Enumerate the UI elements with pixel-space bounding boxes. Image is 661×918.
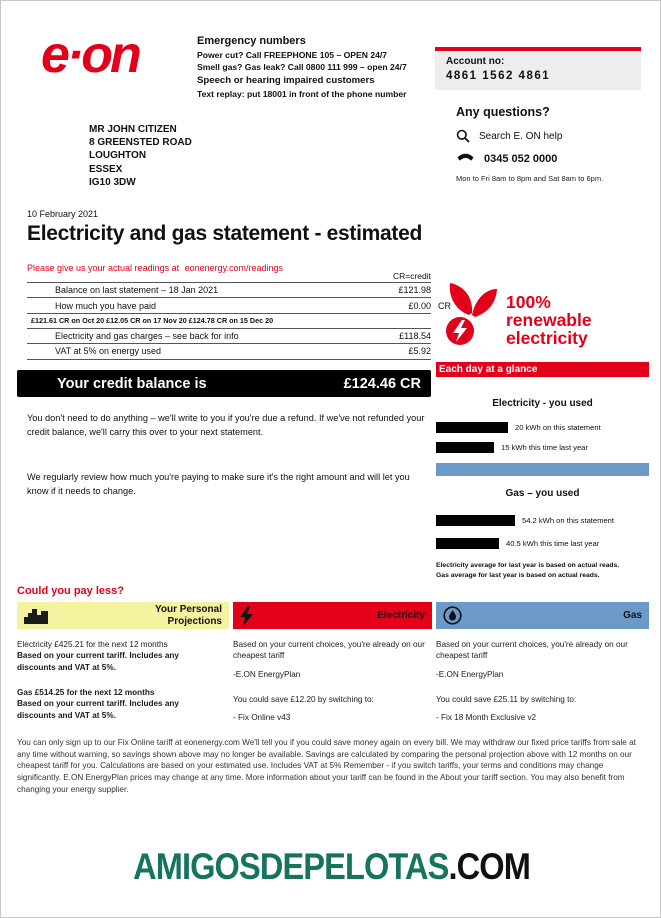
emergency-title: Emergency numbers [197, 35, 306, 47]
table-row-vat [27, 343, 431, 358]
gas-statement-bar [436, 515, 515, 526]
phone-row [456, 151, 648, 166]
renewable-word1: renewable [506, 310, 592, 331]
electricity-projection-detail: Based on your current tariff. Includes any discounts and VAT at 5%. [17, 651, 179, 672]
electricity-statement-bar [436, 422, 508, 433]
recipient-town: LOUGHTON [89, 150, 147, 162]
renewable-word2: electricity [506, 328, 588, 349]
any-questions-block [456, 105, 648, 183]
glance-note [436, 561, 649, 580]
projections-header-line2: Projections [167, 615, 222, 627]
electricity-statement-label: 20 kWh on this statement [515, 423, 601, 432]
statement-date: 10 February 2021 [27, 209, 99, 219]
row-value: £0.00 [408, 300, 431, 311]
recipient-street: 8 GREENSTED ROAD [89, 137, 192, 149]
row-label: Electricity and gas charges – see back for info [55, 330, 239, 341]
account-label: Account no: [446, 56, 505, 67]
electricity-tariff-body [233, 639, 425, 731]
electricity-statement-bar-row [436, 422, 601, 433]
gas-projection-detail: Based on your current tariff. Includes any discounts and VAT at 5%. [17, 699, 179, 720]
credit-balance-value: £124.46 CR [343, 375, 421, 392]
gas-used-title: Gas – you used [505, 488, 580, 499]
renewable-badge [438, 279, 649, 349]
search-help-row[interactable] [456, 129, 648, 143]
refund-paragraph: You don't need to do anything – we'll write to you if you're due a refund. If we've not refunded your credit balance, we'll carry this over to your next statement. [27, 413, 425, 437]
electricity-projection-title: Electricity £425.21 for the next 12 months [17, 640, 168, 649]
phone-icon [456, 151, 475, 166]
projections-header [17, 602, 229, 629]
gas-projection [17, 687, 215, 721]
row-value: £5.92 [408, 346, 431, 357]
electricity-lastyear-bar-row [436, 442, 588, 453]
lightning-icon [240, 606, 254, 626]
row-value: £121.98 [398, 285, 431, 296]
page-title: Electricity and gas statement - estimated [27, 222, 423, 245]
electricity-lastyear-bar [436, 442, 494, 453]
readings-prefix: Please give us your actual readings at [27, 263, 180, 273]
row-credit-suffix: CR [438, 300, 451, 311]
electricity-cheapest-text: Based on your current choices, you're already on our cheapest tariff [233, 640, 425, 661]
credit-balance-label: Your credit balance is [57, 375, 207, 392]
watermark-tld: .COM [448, 846, 530, 887]
glance-blue-divider [436, 463, 649, 476]
table-row-payments-detail: £121.61 CR on Oct 20 £12.05 CR on 17 Nov 20 £124.78 CR on 15 Dec 20 [27, 313, 431, 328]
projections-header-label [155, 604, 222, 626]
opening-hours: Mon to Fri 8am to 8pm and Sat 8am to 6pm. [456, 174, 604, 183]
phone-number: 0345 052 0000 [484, 152, 558, 165]
balance-table [27, 282, 451, 360]
search-icon [456, 129, 470, 143]
recipient-county: ESSEX [89, 163, 123, 175]
account-number: 4861 1562 4861 [446, 70, 551, 82]
gas-lastyear-label: 40.5 kWh this time last year [506, 539, 600, 548]
electricity-saving-text: You could save £12.20 by switching to: [233, 694, 374, 704]
recipient-postcode: IG10 3DW [89, 176, 136, 188]
search-help-label[interactable]: Search E. ON help [479, 130, 563, 142]
emergency-numbers-block [197, 35, 442, 100]
projections-header-line1: Your Personal [154, 604, 222, 616]
renewable-pct: 100% [506, 292, 551, 312]
gas-header-label: Gas [623, 609, 642, 621]
recipient-name: MR JOHN CITIZEN [89, 124, 177, 135]
gas-projection-title: Gas £514.25 for the next 12 months [17, 687, 155, 697]
gas-cheapest-text: Based on your current choices, you're already on our cheapest tariff [436, 640, 628, 661]
gas-column-header [436, 602, 649, 629]
eon-logo: e·on [41, 26, 139, 84]
glance-note-electricity: Electricity average for last year is based on actual reads. [436, 562, 620, 569]
questions-title: Any questions? [456, 105, 550, 119]
row-value: £118.54 [399, 330, 431, 341]
gas-lastyear-bar-row [436, 538, 599, 549]
readings-note [27, 263, 283, 273]
gas-tariff-body [436, 639, 642, 731]
emergency-text-relay: Text replay: put 18001 in front of the phone number [197, 88, 407, 99]
glance-note-gas: Gas average for last year is based on actual reads. [436, 571, 600, 579]
review-paragraph: We regularly review how much you're paying to make sure it's the right amount and will let you know if it needs to change. [27, 472, 410, 496]
table-row-last-statement [27, 282, 431, 297]
gas-statement-bar-row [436, 515, 614, 526]
electricity-projection [17, 639, 215, 673]
recipient-address [89, 123, 192, 189]
table-row-charges [27, 328, 431, 343]
flame-icon [443, 606, 462, 625]
renewable-leaf-bolt-icon [438, 279, 500, 349]
gas-lastyear-bar [436, 538, 499, 549]
electricity-used-title: Electricity - you used [492, 398, 593, 409]
emergency-gas-leak: Smell gas? Gas leak? Call 0800 111 999 – open 24/7 [197, 62, 407, 73]
electricity-lastyear-label: 15 kWh this time last year [501, 443, 588, 452]
account-number-box [435, 47, 641, 90]
electricity-switch-tariff: - Fix Online v43 [233, 713, 291, 723]
watermark-name: AMIGOSDEPELOTAS [133, 846, 449, 887]
row-label: How much you have paid [55, 300, 157, 311]
glance-header-bar: Each day at a glance [436, 362, 649, 377]
row-label: Balance on last statement – 18 Jan 2021 [55, 285, 219, 296]
renewable-text [506, 293, 592, 349]
watermark [1, 846, 661, 888]
payless-title: Could you pay less? [17, 585, 124, 597]
gas-statement-label: 54.2 kWh on this statement [522, 516, 615, 525]
row-label: VAT at 5% on energy used [55, 346, 162, 357]
projections-body [17, 639, 215, 728]
smallprint-paragraph: You can only sign up to our Fix Online tariff at eonenergy.com We'll tell you if you could save money again on every bill. We may withdraw our fixed price tariffs from sale at any time without warning, so savings shown above may no longer be available. Savings are calculated by comparing the personal projection above with 12 months on our cheapest tariff for you. Calculations are based on your estimated use. Includes VAT at 5% Remember - if you switch tariffs, your terms and conditions may change significantly. E.ON EnergyPlan prices may change at any time. More information about your tariff can be found in the About your tariff section. You may also benefit from changing your energy supplier. [17, 738, 636, 794]
electricity-current-plan: -E.ON EnergyPlan [233, 669, 301, 679]
gas-switch-tariff: - Fix 18 Month Exclusive v2 [436, 713, 537, 723]
emergency-impaired: Speech or hearing impaired customers [197, 74, 375, 86]
table-row-paid [27, 297, 451, 312]
readings-link[interactable]: eonenergy.com/readings [184, 263, 284, 273]
projections-skyline-icon [24, 607, 48, 624]
electricity-header-label: Electricity [377, 609, 425, 621]
gas-current-plan: -E.ON EnergyPlan [436, 669, 504, 679]
electricity-column-header [233, 602, 432, 629]
cr-legend: CR=credit [392, 271, 431, 281]
emergency-power-cut: Power cut? Call FREEPHONE 105 – OPEN 24/7 [197, 50, 388, 60]
credit-balance-bar [17, 370, 431, 397]
gas-saving-text: You could save £25.11 by switching to: [436, 694, 577, 704]
